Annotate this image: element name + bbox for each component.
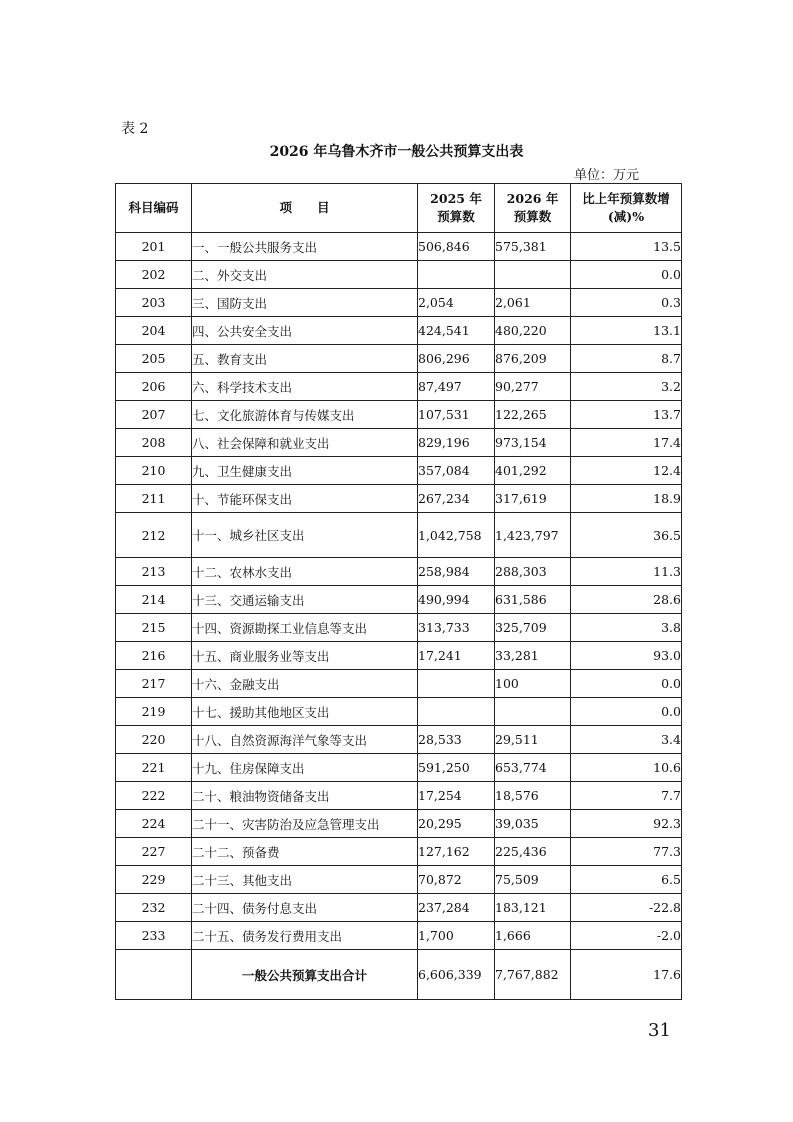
unit-label: 单位：万元 [574,168,640,183]
table-header-row [116,184,682,233]
page-number: 31 [648,1020,671,1041]
row-prev-budget: 127,162 [418,838,495,866]
row-item-name: 二十五、债务发行费用支出 [192,922,418,950]
row-code: 229 [116,866,192,894]
row-curr-budget: 183,121 [495,894,571,922]
row-change: 0.3 [571,289,682,317]
row-curr-budget: 631,586 [495,586,571,614]
row-prev-budget: 357,084 [418,457,495,485]
table-label: 表 2 [121,121,149,137]
row-code: 206 [116,373,192,401]
row-item-name: 十六、金融支出 [192,670,418,698]
table-row [116,586,682,614]
row-code: 233 [116,922,192,950]
row-code: 219 [116,698,192,726]
table-row [116,642,682,670]
row-prev-budget: 591,250 [418,754,495,782]
table-row [116,838,682,866]
row-change: 28.6 [571,586,682,614]
row-prev-budget: 424,541 [418,317,495,345]
table-row [116,922,682,950]
row-prev-budget: 829,196 [418,429,495,457]
row-item-name: 二十四、债务付息支出 [192,894,418,922]
table-row [116,345,682,373]
row-prev-budget: 806,296 [418,345,495,373]
row-curr-budget: 575,381 [495,233,571,261]
row-change: -22.8 [571,894,682,922]
row-code: 222 [116,782,192,810]
row-code: 204 [116,317,192,345]
table-row [116,485,682,513]
header-item: 项 目 [192,184,418,233]
table-row [116,233,682,261]
row-code: 201 [116,233,192,261]
total-row [116,950,682,1000]
row-curr-budget: 401,292 [495,457,571,485]
row-curr-budget: 39,035 [495,810,571,838]
row-prev-budget [418,261,495,289]
row-prev-budget: 506,846 [418,233,495,261]
row-curr-budget: 317,619 [495,485,571,513]
row-prev-budget: 258,984 [418,558,495,586]
row-item-name: 十四、资源勘探工业信息等支出 [192,614,418,642]
row-code: 210 [116,457,192,485]
row-curr-budget: 480,220 [495,317,571,345]
row-curr-budget: 75,509 [495,866,571,894]
row-curr-budget: 29,511 [495,726,571,754]
row-prev-budget: 107,531 [418,401,495,429]
row-code: 232 [116,894,192,922]
row-prev-budget: 20,295 [418,810,495,838]
total-change: 17.6 [571,950,682,1000]
row-code: 212 [116,513,192,558]
budget-table [115,183,682,1000]
table-row [116,457,682,485]
total-curr: 7,767,882 [495,950,571,1000]
table-row [116,782,682,810]
row-curr-budget [495,261,571,289]
row-curr-budget: 325,709 [495,614,571,642]
row-change: -2.0 [571,922,682,950]
row-change: 10.6 [571,754,682,782]
header-curr-budget: 2026 年预算数 [495,184,571,233]
row-item-name: 十九、住房保障支出 [192,754,418,782]
row-change: 12.4 [571,457,682,485]
row-code: 203 [116,289,192,317]
row-curr-budget [495,698,571,726]
row-change: 13.1 [571,317,682,345]
row-item-name: 十、节能环保支出 [192,485,418,513]
row-change: 77.3 [571,838,682,866]
row-prev-budget [418,670,495,698]
row-item-name: 二十三、其他支出 [192,866,418,894]
header-code: 科目编码 [116,184,192,233]
table-row [116,261,682,289]
row-code: 213 [116,558,192,586]
row-prev-budget: 17,241 [418,642,495,670]
row-change: 3.2 [571,373,682,401]
row-change: 17.4 [571,429,682,457]
document-title: 2026 年乌鲁木齐市一般公共预算支出表 [269,144,524,160]
row-prev-budget: 87,497 [418,373,495,401]
row-item-name: 十七、援助其他地区支出 [192,698,418,726]
table-body [116,233,682,950]
row-item-name: 十三、交通运输支出 [192,586,418,614]
row-change: 3.8 [571,614,682,642]
table-row [116,429,682,457]
row-curr-budget: 2,061 [495,289,571,317]
row-curr-budget: 973,154 [495,429,571,457]
row-change: 36.5 [571,513,682,558]
total-prev: 6,606,339 [418,950,495,1000]
table-row [116,614,682,642]
row-curr-budget: 1,666 [495,922,571,950]
row-code: 221 [116,754,192,782]
row-curr-budget: 1,423,797 [495,513,571,558]
row-curr-budget: 225,436 [495,838,571,866]
table-row [116,373,682,401]
table-row [116,726,682,754]
table-row [116,289,682,317]
row-change: 0.0 [571,261,682,289]
row-item-name: 二十一、灾害防治及应急管理支出 [192,810,418,838]
row-item-name: 二、外交支出 [192,261,418,289]
row-item-name: 一、一般公共服务支出 [192,233,418,261]
row-change: 0.0 [571,698,682,726]
row-prev-budget: 1,042,758 [418,513,495,558]
row-change: 92.3 [571,810,682,838]
row-curr-budget: 90,277 [495,373,571,401]
table-row [116,513,682,558]
row-change: 8.7 [571,345,682,373]
row-prev-budget: 313,733 [418,614,495,642]
row-prev-budget: 17,254 [418,782,495,810]
table-row [116,558,682,586]
total-code [116,950,192,1000]
table-row [116,317,682,345]
row-curr-budget: 18,576 [495,782,571,810]
row-curr-budget: 122,265 [495,401,571,429]
row-code: 205 [116,345,192,373]
row-change: 93.0 [571,642,682,670]
row-item-name: 十五、商业服务业等支出 [192,642,418,670]
row-code: 214 [116,586,192,614]
row-change: 13.7 [571,401,682,429]
table-row [116,698,682,726]
row-curr-budget: 876,209 [495,345,571,373]
row-code: 217 [116,670,192,698]
row-item-name: 七、文化旅游体育与传媒支出 [192,401,418,429]
row-change: 3.4 [571,726,682,754]
row-prev-budget: 70,872 [418,866,495,894]
row-prev-budget: 490,994 [418,586,495,614]
row-code: 202 [116,261,192,289]
row-item-name: 二十二、预备费 [192,838,418,866]
row-change: 13.5 [571,233,682,261]
header-change: 比上年预算数增(减)% [571,184,682,233]
row-code: 207 [116,401,192,429]
row-code: 220 [116,726,192,754]
header-prev-budget: 2025 年预算数 [418,184,495,233]
row-code: 215 [116,614,192,642]
row-prev-budget: 2,054 [418,289,495,317]
row-item-name: 四、公共安全支出 [192,317,418,345]
row-item-name: 八、社会保障和就业支出 [192,429,418,457]
row-code: 216 [116,642,192,670]
table-row [116,810,682,838]
table-row [116,754,682,782]
row-code: 224 [116,810,192,838]
row-item-name: 二十、粮油物资储备支出 [192,782,418,810]
row-curr-budget: 288,303 [495,558,571,586]
total-label: 一般公共预算支出合计 [192,950,418,1000]
row-change: 6.5 [571,866,682,894]
table-row [116,401,682,429]
row-item-name: 十二、农林水支出 [192,558,418,586]
row-change: 7.7 [571,782,682,810]
table-row [116,894,682,922]
row-prev-budget: 267,234 [418,485,495,513]
row-prev-budget: 237,284 [418,894,495,922]
row-prev-budget [418,698,495,726]
row-item-name: 十八、自然资源海洋气象等支出 [192,726,418,754]
row-code: 208 [116,429,192,457]
row-curr-budget: 100 [495,670,571,698]
row-item-name: 十一、城乡社区支出 [192,513,418,558]
row-code: 227 [116,838,192,866]
table-row [116,866,682,894]
row-prev-budget: 28,533 [418,726,495,754]
row-curr-budget: 33,281 [495,642,571,670]
row-item-name: 九、卫生健康支出 [192,457,418,485]
row-item-name: 三、国防支出 [192,289,418,317]
row-prev-budget: 1,700 [418,922,495,950]
row-item-name: 六、科学技术支出 [192,373,418,401]
row-code: 211 [116,485,192,513]
row-change: 11.3 [571,558,682,586]
row-item-name: 五、教育支出 [192,345,418,373]
row-curr-budget: 653,774 [495,754,571,782]
table-row [116,670,682,698]
row-change: 0.0 [571,670,682,698]
row-change: 18.9 [571,485,682,513]
